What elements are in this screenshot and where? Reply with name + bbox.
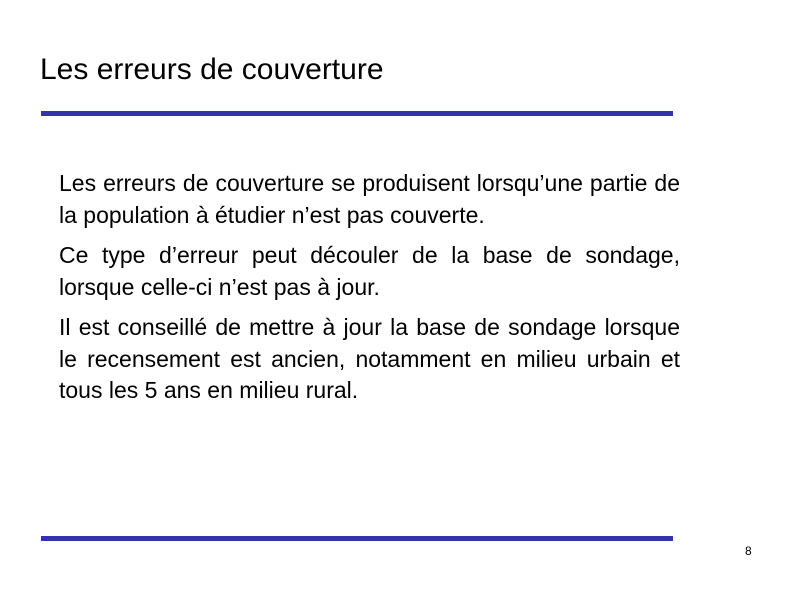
page-number: 8 (745, 544, 752, 558)
title-underline-rule (41, 111, 673, 116)
paragraph-update-recommendation: Il est conseillé de mettre à jour la base de sondage lorsque le recensement est ancien, notamment en milieu urbain et tous les 5 ans en milieu rural. (59, 314, 680, 403)
paragraph-coverage-definition: Les erreurs de couverture se produisent lorsqu’une partie de la population à étudier n’est pas couverte. (59, 170, 680, 228)
slide-body (59, 168, 680, 416)
paragraph-sampling-frame-cause: Ce type d’erreur peut découler de la base de sondage, lorsque celle-ci n’est pas à jour. (59, 242, 680, 300)
slide-title: Les erreurs de couverture (40, 53, 384, 86)
footer-rule (41, 536, 673, 541)
